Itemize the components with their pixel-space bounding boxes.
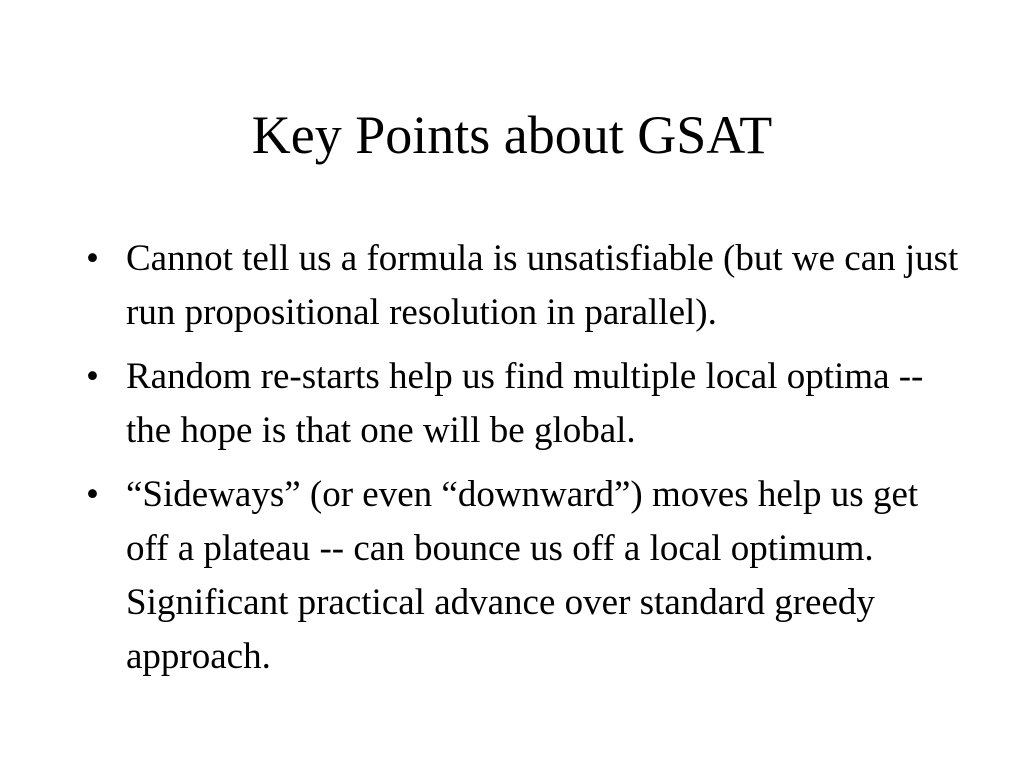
bullet-marker: • xyxy=(86,474,99,515)
bullet-item-1 xyxy=(86,232,966,340)
bullet-item-3 xyxy=(86,468,966,684)
bullet-text-3: “Sideways” (or even “downward”) moves help us get off a plateau -- can bounce us off a local optimum. Significant practical advance over standard greedy approach. xyxy=(126,474,928,677)
slide-title: Key Points about GSAT xyxy=(251,105,773,165)
bullet-text-1: Cannot tell us a formula is unsatisfiable (but we can just run propositional resolution in parallel). xyxy=(126,238,968,333)
bullet-marker: • xyxy=(86,356,99,397)
bullet-marker: • xyxy=(86,238,99,279)
bullet-text-2: Random re-starts help us find multiple local optima -- the hope is that one will be global. xyxy=(126,356,933,451)
bullet-item-2 xyxy=(86,350,966,458)
bullet-list xyxy=(86,232,966,694)
